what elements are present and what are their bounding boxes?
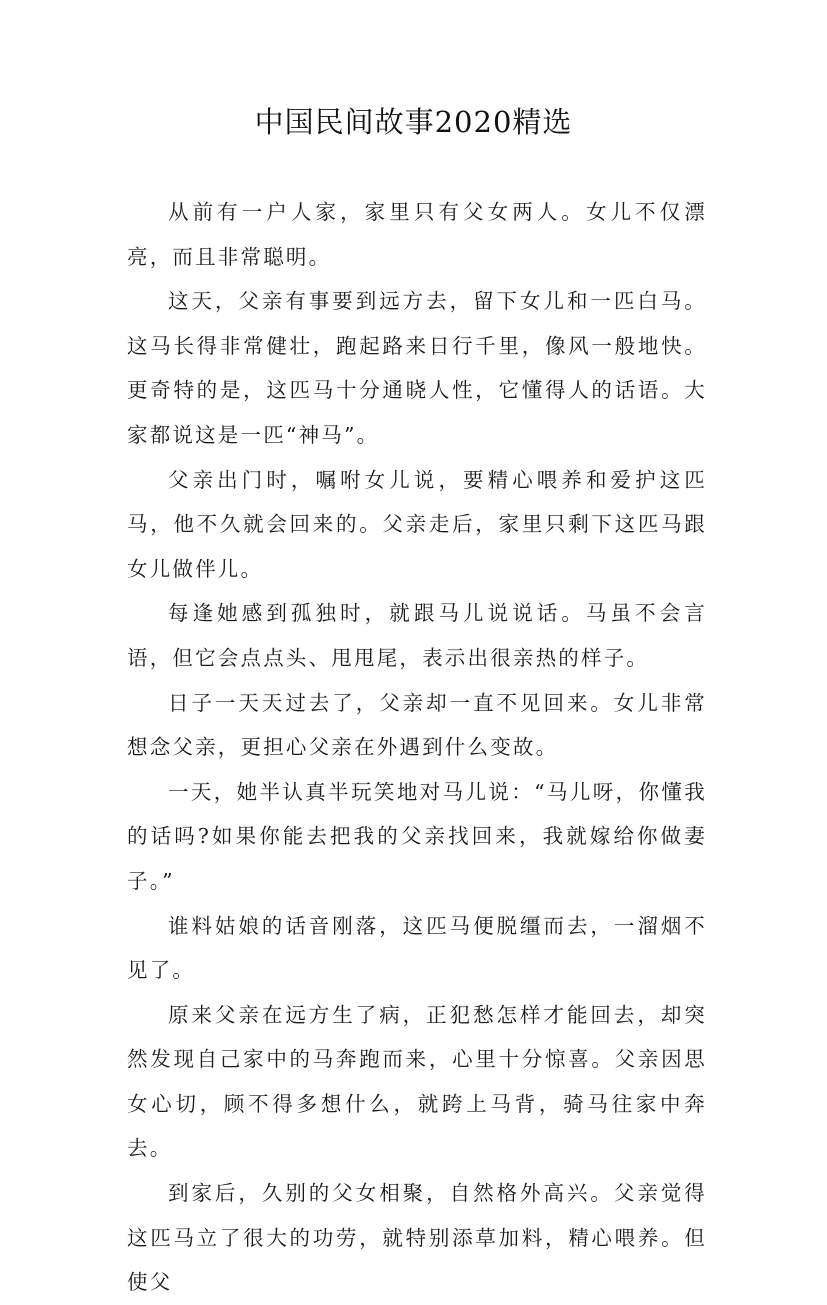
paragraph: 每逢她感到孤独时，就跟马儿说说话。马虽不会言语，但它会点点头、甩甩尾，表示出很亲热的样子。 bbox=[127, 601, 707, 670]
paragraph: 这天，父亲有事要到远方去，留下女儿和一匹白马。这马长得非常健壮，跑起路来日行千里，像风一般地快。更奇特的是，这匹马十分通晓人性，它懂得人的话语。大家都说这是一匹“神马”。 bbox=[127, 289, 707, 447]
paragraph: 原来父亲在远方生了病，正犯愁怎样才能回去，却突然发现自己家中的马奔跑而来，心里十分惊喜。父亲因思女心切，顾不得多想什么，就跨上马背，骑马往家中奔去。 bbox=[127, 1002, 707, 1161]
paragraph: 从前有一户人家，家里只有父女两人。女儿不仅漂亮，而且非常聪明。 bbox=[127, 200, 707, 269]
paragraph: 谁料姑娘的话音刚落，这匹马便脱缰而去，一溜烟不见了。 bbox=[127, 913, 707, 983]
document-title: 中国民间故事2020精选 bbox=[254, 105, 573, 139]
paragraph: 日子一天天过去了，父亲却一直不见回来。女儿非常想念父亲，更担心父亲在外遇到什么变故。 bbox=[127, 690, 707, 760]
paragraph: 到家后，久别的父女相聚，自然格外高兴。父亲觉得这匹马立了很大的功劳，就特别添草加料，精心喂养。但使父 bbox=[127, 1181, 707, 1295]
paragraph: 父亲出门时，嘱咐女儿说，要精心喂养和爱护这匹马，他不久就会回来的。父亲走后，家里只剩下这匹马跟女儿做伴儿。 bbox=[127, 467, 707, 581]
paragraph: 一天，她半认真半玩笑地对马儿说：“马儿呀，你懂我的话吗?如果你能去把我的父亲找回来，我就嫁给你做妻子。” bbox=[127, 779, 707, 893]
document-body bbox=[127, 190, 707, 1305]
